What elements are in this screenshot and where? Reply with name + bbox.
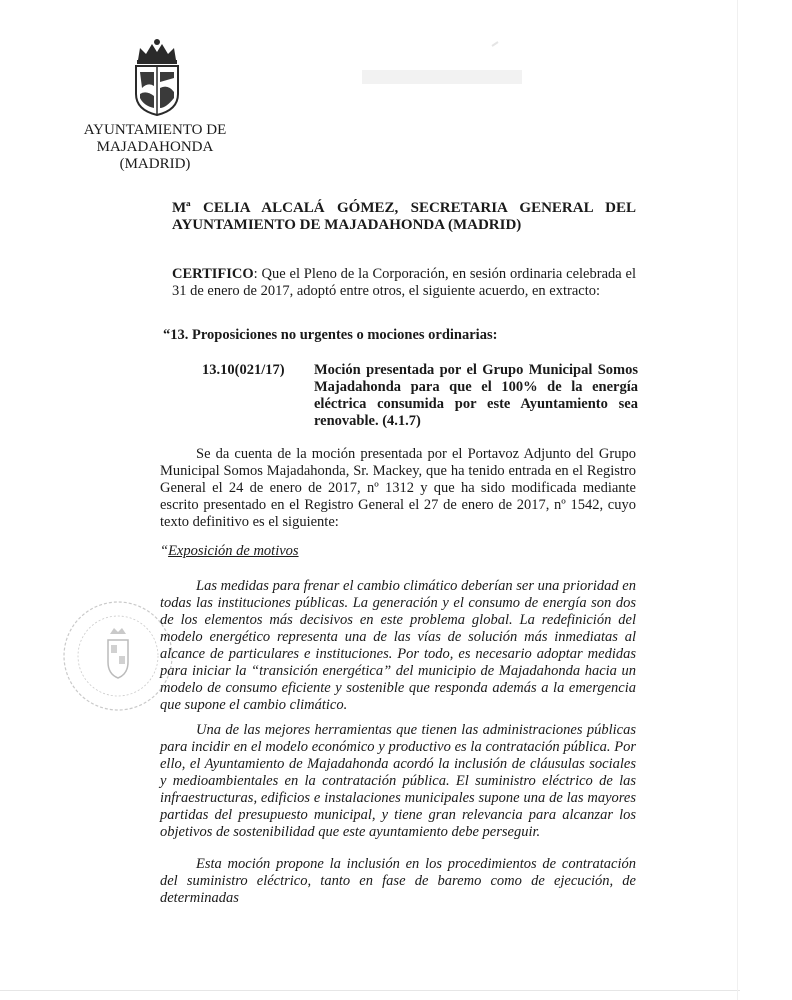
heading-line-1: Mª CELIA ALCALÁ GÓMEZ, SECRETARIA GENERAL DEL xyxy=(172,200,636,216)
certificate-text: : Que el Pleno de la Corporación, en sesión ordinaria celebrada el 31 de enero de 2017, adoptó entre otros, el siguiente acuerdo, en extracto: xyxy=(172,266,636,299)
section-title: “13. Proposiciones no urgentes o mociones ordinarias: xyxy=(163,327,498,343)
coat-of-arms-icon xyxy=(130,38,184,116)
motivation-paragraph-1: Las medidas para frenar el cambio climático deberían ser una prioridad en todas las instituciones públicas. La generación y el consumo de energía son dos de los elementos más decisivos en este problema global. La redefinición del modelo energético representa una de las vías de solución más inmediatas al alcance de particulares e instituciones. Por todo, es necesario adoptar medidas para iniciar la “transición energética” del municipio de Majadahonda hacia un modelo de consumo eficiente y sostenible que responda además a la emergencia que supone el cambio climático. xyxy=(160,578,636,713)
motion-heading xyxy=(202,362,638,430)
motion-number: 13.10(021/17) xyxy=(202,362,285,378)
faint-stamp-mark xyxy=(352,40,532,110)
opening-quote: “ xyxy=(160,543,169,559)
exposition-heading xyxy=(160,543,299,560)
motivation-paragraph-2: Una de las mejores herramientas que tienen las administraciones públicas para incidir en el modelo económico y productivo es la contratación pública. Por ello, el Ayuntamiento de Majadahonda acordó la inclusión de cláusulas sociales y medioambientales en la contratación pública. El suministro eléctrico de las infraestructuras, edificios e instalaciones municipales supone una de las mayores partidas del presupuesto municipal, y tiene gran relevancia para alcanzar los objetivos de sostenibilidad que este ayuntamiento debe perseguir. xyxy=(160,722,636,840)
municipality-header xyxy=(60,122,250,173)
certificate-label: CERTIFICO xyxy=(172,266,254,282)
motivation-paragraph-3: Esta moción propone la inclusión en los procedimientos de contratación del suministro eléctrico, tanto en fase de baremo como de ejecución, de determinadas xyxy=(160,856,636,906)
intro-paragraph: Se da cuenta de la moción presentada por el Portavoz Adjunto del Grupo Municipal Somos Majadahonda, Sr. Mackey, que ha tenido entrada en el Registro General el 24 de enero de 2017, nº 1312 y que ha sido modificada mediante escrito presentado en el Registro General el 27 de enero de 2017, nº 1542, cuyo texto definitivo es el siguiente: xyxy=(160,446,636,530)
motion-title: Moción presentada por el Grupo Municipal Somos Majadahonda para que el 100% de la energía eléctrica consumida por este Ayuntamiento sea renovable. (4.1.7) xyxy=(314,362,638,429)
certificate-paragraph xyxy=(172,266,636,300)
page-right-edge xyxy=(737,0,738,1000)
exposition-title: Exposición de motivos xyxy=(168,543,299,559)
document-heading xyxy=(172,200,636,234)
municipality-line: MAJADAHONDA xyxy=(96,139,214,155)
municipal-seal-icon xyxy=(56,590,176,720)
heading-line-2: AYUNTAMIENTO DE MAJADAHONDA (MADRID) xyxy=(172,217,522,233)
municipality-line: (MADRID) xyxy=(119,156,191,172)
municipality-line: AYUNTAMIENTO DE xyxy=(83,122,227,138)
page-bottom-edge xyxy=(0,990,740,991)
